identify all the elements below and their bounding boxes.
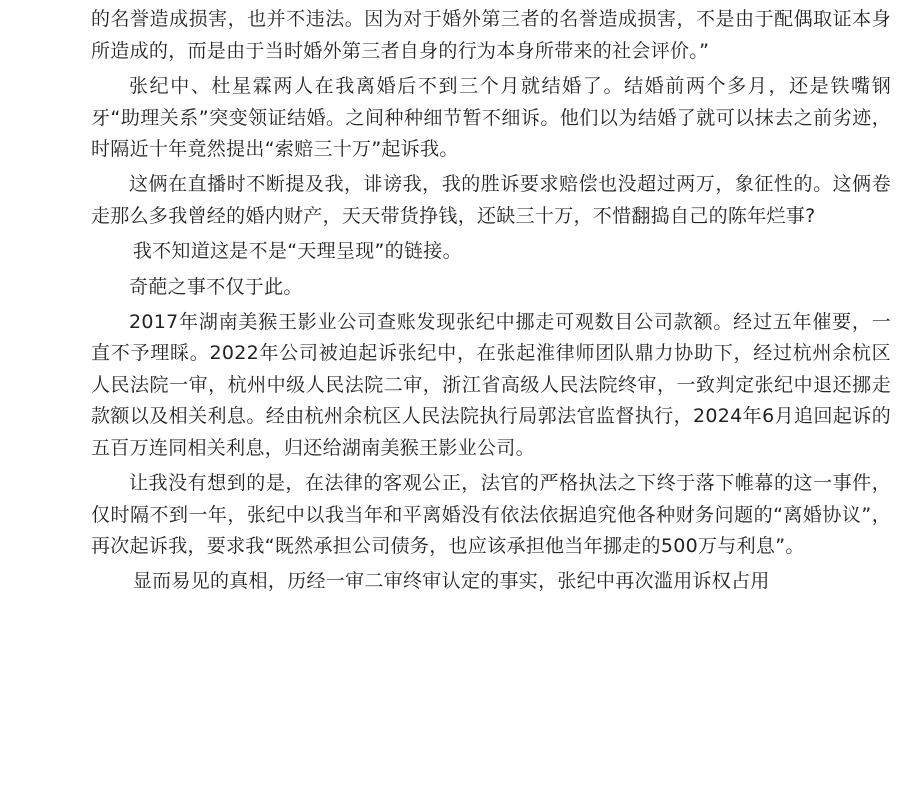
paragraph-1: 的名誉造成损害，也并不违法。因为对于婚外第三者的名誉造成损害，不是由于配偶取证本身所造成的，而是由于当时婚外第三者自身的行为本身所带来的社会评价。” (91, 8, 891, 62)
paragraph-5: 奇葩之事不仅于此。 (129, 275, 303, 298)
paragraph-4: 我不知道这是不是“天理呈现”的链接。 (132, 240, 462, 263)
article-body (91, 0, 891, 602)
paragraph-8: 显而易见的真相，历经一审二审终审认定的事实，张纪中再次滥用诉权占用 (132, 570, 770, 593)
paragraph-7: 让我没有想到的是，在法律的客观公正，法官的严格执法之下终于落下帷幕的这一事件，仅时隔不到一年，张纪中以我当年和平离婚没有依法依据追究他各种财务问题的“离婚协议”，再次起诉我，要求我“既然承担公司债务，也应该承担他当年挪走的500万与利息”。 (91, 472, 891, 557)
paragraph-3: 这俩在直播时不断提及我，诽谤我，我的胜诉要求赔偿也没超过两万，象征性的。这俩卷走那么多我曾经的婚内财产，天天带货挣钱，还缺三十万，不惜翻捣自己的陈年烂事? (91, 173, 891, 227)
paragraph-6: 2017年湖南美猴王影业公司查账发现张纪中挪走可观数目公司款额。经过五年催要，一直不予理睬。2022年公司被迫起诉张纪中，在张起淮律师团队鼎力协助下，经过杭州余杭区人民法院一审，杭州中级人民法院二审，浙江省高级人民法院终审，一致判定张纪中退还挪走款额以及相关利息。经由杭州余杭区人民法院执行局郭法官监督执行，2024年6月追回起诉的五百万连同相关利息，归还给湖南美猴王影业公司。 (91, 311, 891, 459)
paragraph-2: 张纪中、杜星霖两人在我离婚后不到三个月就结婚了。结婚前两个多月，还是铁嘴钢牙“助理关系”突变领证结婚。之间种种细节暂不细诉。他们以为结婚了就可以抹去之前劣迹，时隔近十年竟然提出“索赔三十万”起诉我。 (91, 75, 891, 161)
